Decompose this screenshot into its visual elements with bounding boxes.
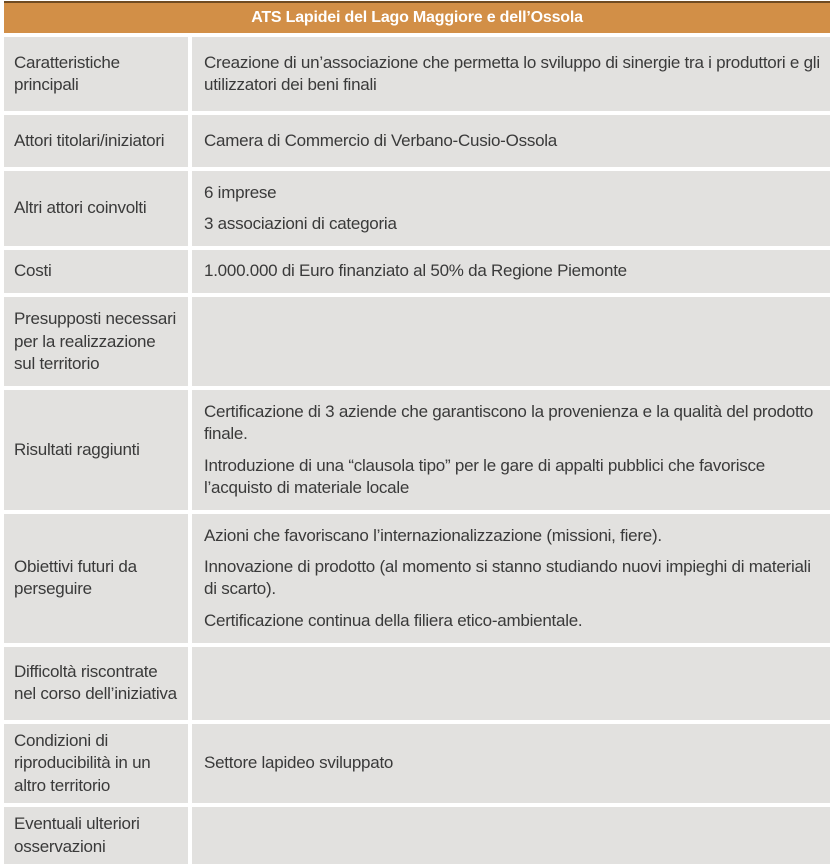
table-title: ATS Lapidei del Lago Maggiore e dell’Ossola xyxy=(4,1,830,33)
content-paragraph: Creazione di un’associazione che permetta lo sviluppo di sinergie tra i produttori e gli utilizzatori dei beni finali xyxy=(204,52,820,94)
row-label: Presupposti necessari per la realizzazione sul territorio xyxy=(4,297,188,386)
table-row-condizioni-riproducibilita xyxy=(4,724,830,803)
table-row-altri-attori-coinvolti xyxy=(4,171,830,246)
table-row-attori-titolari xyxy=(4,115,830,167)
table-row-difficolta-riscontrate xyxy=(4,647,830,720)
row-label: Obiettivi futuri da perseguire xyxy=(4,514,188,643)
fact-sheet-table xyxy=(4,1,830,864)
content-paragraph: Certificazione continua della filiera etico-ambientale. xyxy=(204,610,583,630)
content-paragraph: Azioni che favoriscano l’internazionalizzazione (missioni, fiere). xyxy=(204,525,662,545)
row-label: Caratteristiche principali xyxy=(4,37,188,111)
row-content-empty xyxy=(192,807,830,864)
content-paragraph: Introduzione di una “clausola tipo” per le gare di appalti pubblici che favorisce l’acquisto di materiale locale xyxy=(204,455,765,498)
row-label: Attori titolari/iniziatori xyxy=(4,115,188,167)
row-content xyxy=(192,514,830,643)
table-row-eventuali-osservazioni xyxy=(4,807,830,864)
row-content xyxy=(192,724,830,803)
row-label: Condizioni di riproducibilità in un altro territorio xyxy=(4,724,188,803)
row-label: Altri attori coinvolti xyxy=(4,171,188,246)
row-label: Risultati raggiunti xyxy=(4,390,188,510)
table-row-presupposti-necessari xyxy=(4,297,830,386)
row-content-empty xyxy=(192,297,830,386)
table-row-risultati-raggiunti xyxy=(4,390,830,510)
row-label: Costi xyxy=(4,250,188,293)
row-content xyxy=(192,250,830,293)
content-paragraph: Camera di Commercio di Verbano-Cusio-Ossola xyxy=(204,130,557,150)
content-paragraph: Innovazione di prodotto (al momento si stanno studiando nuovi impieghi di materiali di scarto). xyxy=(204,557,811,599)
row-label: Eventuali ulteriori osservazioni xyxy=(4,807,188,864)
row-content xyxy=(192,390,830,510)
content-paragraph: 3 associazioni di categoria xyxy=(204,213,397,233)
row-content xyxy=(192,171,830,246)
table-row-obiettivi-futuri xyxy=(4,514,830,643)
row-content xyxy=(192,115,830,167)
row-label: Difficoltà riscontrate nel corso dell’iniziativa xyxy=(4,647,188,720)
content-paragraph: Settore lapideo sviluppato xyxy=(204,753,394,773)
table-row-caratteristiche-principali xyxy=(4,37,830,111)
content-paragraph: 1.000.000 di Euro finanziato al 50% da Regione Piemonte xyxy=(204,261,627,281)
table-row-costi xyxy=(4,250,830,293)
row-content xyxy=(192,37,830,111)
content-paragraph: 6 imprese xyxy=(204,182,277,202)
row-content-empty xyxy=(192,647,830,720)
content-paragraph: Certificazione di 3 aziende che garantiscono la provenienza e la qualità del prodotto finale. xyxy=(204,401,814,444)
